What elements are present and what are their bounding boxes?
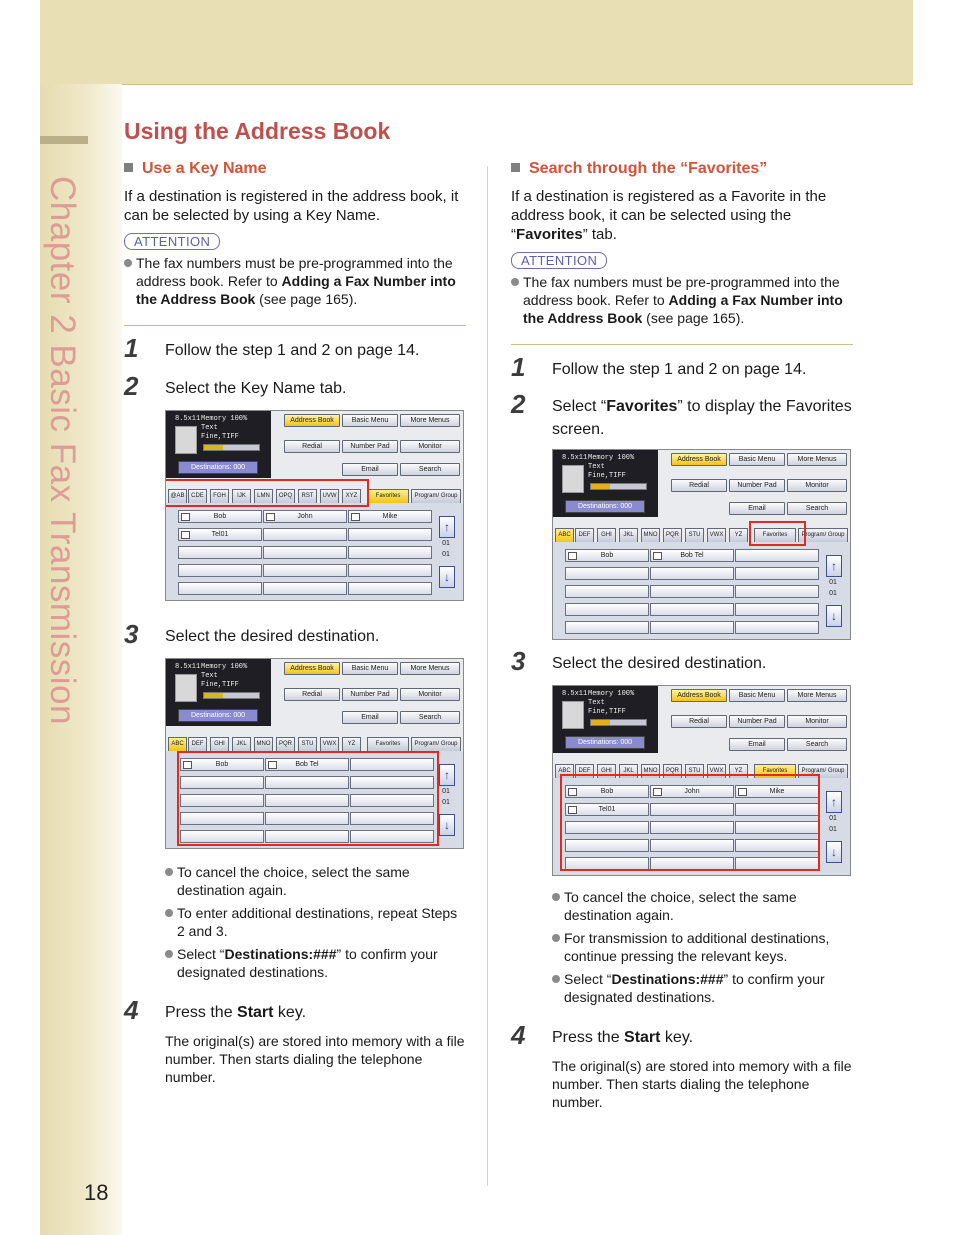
tab-key-name[interactable]: @AB — [168, 489, 187, 504]
number-pad-button[interactable]: Number Pad — [729, 479, 785, 492]
page-indicator-bottom: 01 — [442, 799, 450, 806]
left-separator — [124, 325, 466, 326]
destination-empty[interactable] — [348, 564, 432, 577]
paper-size: 8.5x11 — [562, 690, 588, 698]
address-book-button[interactable]: Address Book — [671, 453, 727, 466]
step-number: 2 — [511, 389, 526, 419]
memory-bar — [203, 444, 260, 451]
memory-bar — [590, 483, 647, 490]
page-indicator-bottom: 01 — [442, 551, 450, 558]
tab-key-name[interactable]: CDE — [188, 489, 207, 504]
step-text-part: Select “ — [552, 398, 607, 415]
tab-favorites[interactable]: Favorites — [367, 737, 409, 752]
tab-program-group[interactable]: Program/ Group — [411, 737, 461, 752]
destination-label: John — [297, 513, 313, 520]
memory-status: Memory 100% — [201, 663, 248, 671]
memory-bar-fill — [591, 484, 610, 489]
step-description: The original(s) are stored into memory with a file number. Then starts dialing the telephone number. — [165, 1033, 465, 1085]
side-tab-marker — [40, 136, 88, 144]
highlight-favorites-tab — [749, 521, 806, 546]
arrow-up-icon[interactable]: ↑ — [439, 764, 455, 786]
basic-menu-button[interactable]: Basic Menu — [342, 414, 398, 427]
right-step-1 — [511, 352, 853, 382]
tab-key-name[interactable]: FGH — [210, 489, 229, 504]
tab-key-name[interactable]: MNO — [641, 528, 660, 543]
left-subheading — [124, 160, 466, 178]
right-separator — [511, 344, 853, 345]
tab-key-name[interactable]: GHI — [597, 528, 616, 543]
left-attention-notes — [124, 254, 466, 308]
step-text: Select the desired destination. — [165, 628, 380, 645]
intro-text: If a destination is registered as a Favorite in the address book, it can be selected using the “ — [511, 188, 827, 243]
destination-empty[interactable] — [263, 582, 347, 595]
status-area — [553, 450, 658, 517]
destination-john[interactable] — [263, 510, 347, 523]
step-text — [165, 1001, 466, 1024]
destination-empty[interactable] — [650, 603, 734, 616]
right-notes — [552, 888, 853, 1006]
chapter-title-text: Chapter 2 Basic Fax Transmission — [43, 176, 82, 725]
fax-panel-screenshot-select — [165, 658, 464, 849]
highlight-key-name-tabs — [165, 479, 369, 507]
tab-key-name[interactable]: JKL — [619, 528, 638, 543]
destination-empty[interactable] — [735, 621, 819, 634]
memory-status: Memory 100% — [588, 690, 635, 698]
redial-button[interactable]: Redial — [284, 440, 340, 453]
status-area — [166, 411, 271, 478]
destination-label: Tel01 — [211, 531, 229, 538]
step-text: Select the Key Name tab. — [165, 380, 347, 397]
note-text: To enter additional destinations, repeat Steps 2 and 3. — [177, 905, 458, 939]
email-button[interactable]: Email — [342, 463, 398, 476]
redial-button[interactable]: Redial — [284, 688, 340, 701]
destinations-button[interactable]: Destinations: 000 — [178, 709, 258, 722]
step-text — [552, 395, 853, 441]
destination-tel01[interactable] — [178, 528, 262, 541]
basic-menu-button[interactable]: Basic Menu — [729, 453, 785, 466]
column-divider — [487, 166, 488, 1186]
tab-key-name[interactable]: PQR — [663, 528, 682, 543]
arrow-up-icon[interactable]: ↑ — [439, 516, 455, 538]
tab-key-name[interactable]: ABC — [168, 737, 187, 752]
destination-bob[interactable] — [565, 549, 649, 562]
basic-menu-button[interactable]: Basic Menu — [729, 689, 785, 702]
destination-empty[interactable] — [650, 567, 734, 580]
tab-key-name[interactable]: PQR — [276, 737, 295, 752]
note-text: To cancel the choice, select the same destination again. — [177, 864, 410, 898]
destination-label: Mike — [382, 513, 398, 520]
destination-empty[interactable] — [348, 528, 432, 541]
destination-label: John — [684, 788, 700, 795]
monitor-button[interactable]: Monitor — [787, 715, 847, 728]
tab-key-name[interactable]: GHI — [210, 737, 229, 752]
more-menus-button[interactable]: More Menus — [400, 414, 460, 427]
search-button[interactable]: Search — [787, 738, 847, 751]
tab-key-name[interactable]: DEF — [188, 737, 207, 752]
left-step-2 — [124, 371, 466, 401]
note-text: The fax numbers must be pre-programmed into the address book. Refer to — [136, 255, 453, 289]
destination-empty[interactable] — [735, 603, 819, 616]
square-bullet-icon — [511, 163, 520, 172]
right-note — [552, 970, 853, 1006]
address-book-button[interactable]: Address Book — [671, 689, 727, 702]
step-text-bold: Favorites — [606, 398, 678, 415]
document-icon — [562, 701, 584, 729]
step-number: 2 — [124, 371, 139, 401]
number-pad-button[interactable]: Number Pad — [342, 688, 398, 701]
step-text-bold: Start — [624, 1029, 661, 1046]
left-attention-label: ATTENTION — [124, 233, 220, 250]
tab-key-name[interactable]: DEF — [575, 764, 594, 779]
highlight-destinations — [177, 751, 439, 846]
paper-size: 8.5x11 — [175, 415, 201, 423]
search-button[interactable]: Search — [787, 502, 847, 515]
note-text: ” to confirm your designated destinations. — [564, 971, 825, 1005]
tab-key-name[interactable]: JKL — [619, 764, 638, 779]
memory-status: Memory 100% — [201, 415, 248, 423]
arrow-down-icon[interactable]: ↓ — [826, 841, 842, 863]
tab-program-group[interactable]: Program/ Group — [411, 489, 461, 504]
left-notes — [165, 863, 466, 981]
tab-key-name[interactable]: VWX — [707, 764, 726, 779]
search-button[interactable]: Search — [400, 711, 460, 724]
step-description: The original(s) are stored into memory with a file number. Then starts dialing the telephone number. — [552, 1058, 852, 1110]
step-number: 3 — [511, 646, 526, 676]
file-type: Fine,TIFF — [201, 681, 239, 689]
paper-size: 8.5x11 — [562, 454, 588, 462]
page-indicator-bottom: 01 — [829, 826, 837, 833]
email-button[interactable]: Email — [729, 738, 785, 751]
destination-label: Tel01 — [598, 806, 616, 813]
right-intro — [511, 187, 853, 244]
left-column — [124, 160, 466, 1086]
more-menus-button[interactable]: More Menus — [787, 453, 847, 466]
number-pad-button[interactable]: Number Pad — [729, 715, 785, 728]
destination-label: Bob — [215, 761, 229, 768]
destination-label: Bob Tel — [680, 552, 704, 559]
tab-key-name[interactable]: IJK — [232, 489, 251, 504]
intro-text: ” tab. — [582, 226, 617, 243]
basic-menu-button[interactable]: Basic Menu — [342, 662, 398, 675]
tab-key-name[interactable]: YZ — [729, 764, 748, 779]
right-step-2 — [511, 389, 853, 441]
destination-empty[interactable] — [263, 546, 347, 559]
destination-empty[interactable] — [178, 546, 262, 559]
page-indicator-top: 01 — [829, 579, 837, 586]
right-column — [511, 160, 853, 1111]
redial-button[interactable]: Redial — [671, 479, 727, 492]
right-attention-label: ATTENTION — [511, 252, 607, 269]
memory-bar-fill — [591, 720, 610, 725]
resolution: Text — [201, 424, 218, 432]
email-button[interactable]: Email — [342, 711, 398, 724]
right-note — [552, 929, 853, 965]
note-bold: Destinations:### — [224, 946, 337, 962]
note-text: For transmission to additional destinations, continue pressing the relevant keys. — [564, 930, 830, 964]
monitor-button[interactable]: Monitor — [400, 688, 460, 701]
left-subheading-text: Use a Key Name — [142, 160, 267, 177]
memory-status: Memory 100% — [588, 454, 635, 462]
document-icon — [175, 426, 197, 454]
arrow-up-icon[interactable]: ↑ — [826, 555, 842, 577]
right-step-4 — [511, 1020, 853, 1111]
destination-empty[interactable] — [650, 621, 734, 634]
step-text-part: key. — [273, 1004, 307, 1021]
note-text: Select “ — [564, 971, 612, 987]
destinations-button[interactable]: Destinations: 000 — [565, 500, 645, 513]
step-text-part: key. — [660, 1029, 694, 1046]
right-subheading — [511, 160, 853, 178]
destination-empty[interactable] — [735, 567, 819, 580]
search-button[interactable]: Search — [400, 463, 460, 476]
tab-key-name[interactable]: UVW — [320, 489, 339, 504]
note-text: (see page 165). — [642, 310, 745, 326]
destination-empty[interactable] — [735, 549, 819, 562]
note-bold: Adding a Fax Number into the Address Book — [523, 292, 843, 326]
tab-key-name[interactable]: PQR — [663, 764, 682, 779]
resolution: Text — [588, 463, 605, 471]
destination-grid — [553, 542, 850, 639]
arrow-down-icon[interactable]: ↓ — [826, 605, 842, 627]
monitor-button[interactable]: Monitor — [400, 440, 460, 453]
right-attention-notes — [511, 273, 853, 327]
left-note — [165, 863, 466, 899]
tab-key-name[interactable]: YZ — [342, 737, 361, 752]
tab-key-name[interactable]: XYZ — [342, 489, 361, 504]
destination-empty[interactable] — [565, 621, 649, 634]
destination-empty[interactable] — [263, 528, 347, 541]
tab-key-name[interactable]: LMN — [254, 489, 273, 504]
tab-key-name[interactable]: GHI — [597, 764, 616, 779]
destination-label: Bob — [213, 513, 227, 520]
fax-panel-screenshot-select-favorite — [552, 685, 851, 876]
tab-program-group[interactable]: Program/ Group — [798, 528, 848, 543]
tab-key-name[interactable]: ABC — [555, 528, 574, 543]
page-indicator-top: 01 — [442, 788, 450, 795]
step-text: Follow the step 1 and 2 on page 14. — [552, 361, 807, 378]
arrow-down-icon[interactable]: ↓ — [439, 814, 455, 836]
destination-empty[interactable] — [565, 603, 649, 616]
status-area — [166, 659, 271, 726]
monitor-button[interactable]: Monitor — [787, 479, 847, 492]
tab-key-name[interactable]: VWX — [320, 737, 339, 752]
right-attention-note — [511, 273, 853, 327]
memory-bar-fill — [204, 693, 223, 698]
step-number: 3 — [124, 619, 139, 649]
arrow-up-icon[interactable]: ↑ — [826, 791, 842, 813]
left-step-1 — [124, 333, 466, 363]
tab-key-name[interactable]: OPQ — [276, 489, 295, 504]
step-number: 1 — [124, 333, 139, 363]
address-book-button[interactable]: Address Book — [284, 662, 340, 675]
number-pad-button[interactable]: Number Pad — [342, 440, 398, 453]
fax-panel-screenshot-favorites — [552, 449, 851, 640]
memory-bar-fill — [204, 445, 223, 450]
destination-bob-tel[interactable] — [650, 549, 734, 562]
tab-key-name[interactable]: STU — [685, 528, 704, 543]
tab-favorites[interactable]: Favorites — [754, 528, 796, 543]
note-text: The fax numbers must be pre-programmed into the address book. Refer to — [523, 274, 840, 308]
step-text: Follow the step 1 and 2 on page 14. — [165, 342, 420, 359]
destination-empty[interactable] — [348, 546, 432, 559]
destinations-button[interactable]: Destinations: 000 — [178, 461, 258, 474]
note-bold: Destinations:### — [611, 971, 724, 987]
fax-panel-screenshot-keyname — [165, 410, 464, 601]
destination-empty[interactable] — [348, 582, 432, 595]
highlight-destinations — [560, 774, 820, 871]
tab-favorites[interactable]: Favorites — [367, 489, 409, 504]
left-attention-note — [124, 254, 466, 308]
step-text — [552, 1026, 853, 1049]
step-number: 1 — [511, 352, 526, 382]
section-title: Using the Address Book — [124, 118, 391, 144]
right-note — [552, 888, 853, 924]
destination-label: Bob — [600, 788, 614, 795]
destination-empty[interactable] — [735, 585, 819, 598]
step-text: Select the desired destination. — [552, 655, 767, 672]
destination-label: Bob Tel — [295, 761, 319, 768]
status-area — [553, 686, 658, 753]
more-menus-button[interactable]: More Menus — [787, 689, 847, 702]
page-indicator-top: 01 — [829, 815, 837, 822]
left-note — [165, 945, 466, 981]
redial-button[interactable]: Redial — [671, 715, 727, 728]
document-icon — [562, 465, 584, 493]
step-number: 4 — [511, 1020, 526, 1050]
tab-key-name[interactable]: STU — [298, 737, 317, 752]
destination-empty[interactable] — [178, 564, 262, 577]
destination-label: Mike — [769, 788, 785, 795]
page-indicator-bottom: 01 — [829, 590, 837, 597]
left-step-3 — [124, 619, 466, 649]
right-step-3 — [511, 646, 853, 676]
destination-empty[interactable] — [178, 582, 262, 595]
step-text-part: Press the — [165, 1004, 238, 1021]
note-text: ” to confirm your designated destinations. — [177, 946, 438, 980]
memory-bar — [203, 692, 260, 699]
tab-key-name[interactable]: MNO — [254, 737, 273, 752]
file-type: Fine,TIFF — [201, 433, 239, 441]
email-button[interactable]: Email — [729, 502, 785, 515]
destination-empty[interactable] — [650, 585, 734, 598]
tab-key-name[interactable]: MNO — [641, 764, 660, 779]
document-icon — [175, 674, 197, 702]
left-step-4 — [124, 995, 466, 1086]
destination-empty[interactable] — [263, 564, 347, 577]
tab-key-name[interactable]: ABC — [555, 764, 574, 779]
left-note — [165, 904, 466, 940]
paper-size: 8.5x11 — [175, 663, 201, 671]
note-text: Select “ — [177, 946, 225, 962]
tab-key-name[interactable]: YZ — [729, 528, 748, 543]
note-text: (see page 165). — [255, 291, 358, 307]
destination-empty[interactable] — [565, 585, 649, 598]
destination-bob[interactable] — [178, 510, 262, 523]
step-text-part: Press the — [552, 1029, 625, 1046]
tab-favorites[interactable]: Favorites — [754, 764, 796, 779]
resolution: Text — [201, 672, 218, 680]
step-number: 4 — [124, 995, 139, 1025]
tab-key-name[interactable]: DEF — [575, 528, 594, 543]
tab-key-name[interactable]: JKL — [232, 737, 251, 752]
top-band — [40, 0, 913, 85]
address-book-button[interactable]: Address Book — [284, 414, 340, 427]
tab-key-name[interactable]: VWX — [707, 528, 726, 543]
more-menus-button[interactable]: More Menus — [400, 662, 460, 675]
tab-key-name[interactable]: RST — [298, 489, 317, 504]
intro-bold: Favorites — [516, 226, 583, 243]
step-text-part: ” to display the Favorites screen. — [552, 398, 852, 438]
memory-bar — [590, 719, 647, 726]
square-bullet-icon — [124, 163, 133, 172]
destination-label: Bob — [600, 552, 614, 559]
note-bold: Adding a Fax Number into the Address Book — [136, 273, 456, 307]
file-type: Fine,TIFF — [588, 708, 626, 716]
destinations-button[interactable]: Destinations: 000 — [565, 736, 645, 749]
left-intro: If a destination is registered in the address book, it can be selected by using a Key Name. — [124, 188, 459, 224]
resolution: Text — [588, 699, 605, 707]
page-number: 18 — [84, 1180, 109, 1205]
step-text-bold: Start — [237, 1004, 274, 1021]
destination-empty[interactable] — [565, 567, 649, 580]
destination-grid — [166, 503, 463, 600]
chapter-title — [43, 176, 86, 776]
tab-key-name[interactable]: STU — [685, 764, 704, 779]
arrow-down-icon[interactable]: ↓ — [439, 566, 455, 588]
page-indicator-top: 01 — [442, 540, 450, 547]
note-text: To cancel the choice, select the same destination again. — [564, 889, 797, 923]
right-subheading-text: Search through the “Favorites” — [529, 160, 768, 177]
destination-mike[interactable] — [348, 510, 432, 523]
tab-program-group[interactable]: Program/ Group — [798, 764, 848, 779]
file-type: Fine,TIFF — [588, 472, 626, 480]
